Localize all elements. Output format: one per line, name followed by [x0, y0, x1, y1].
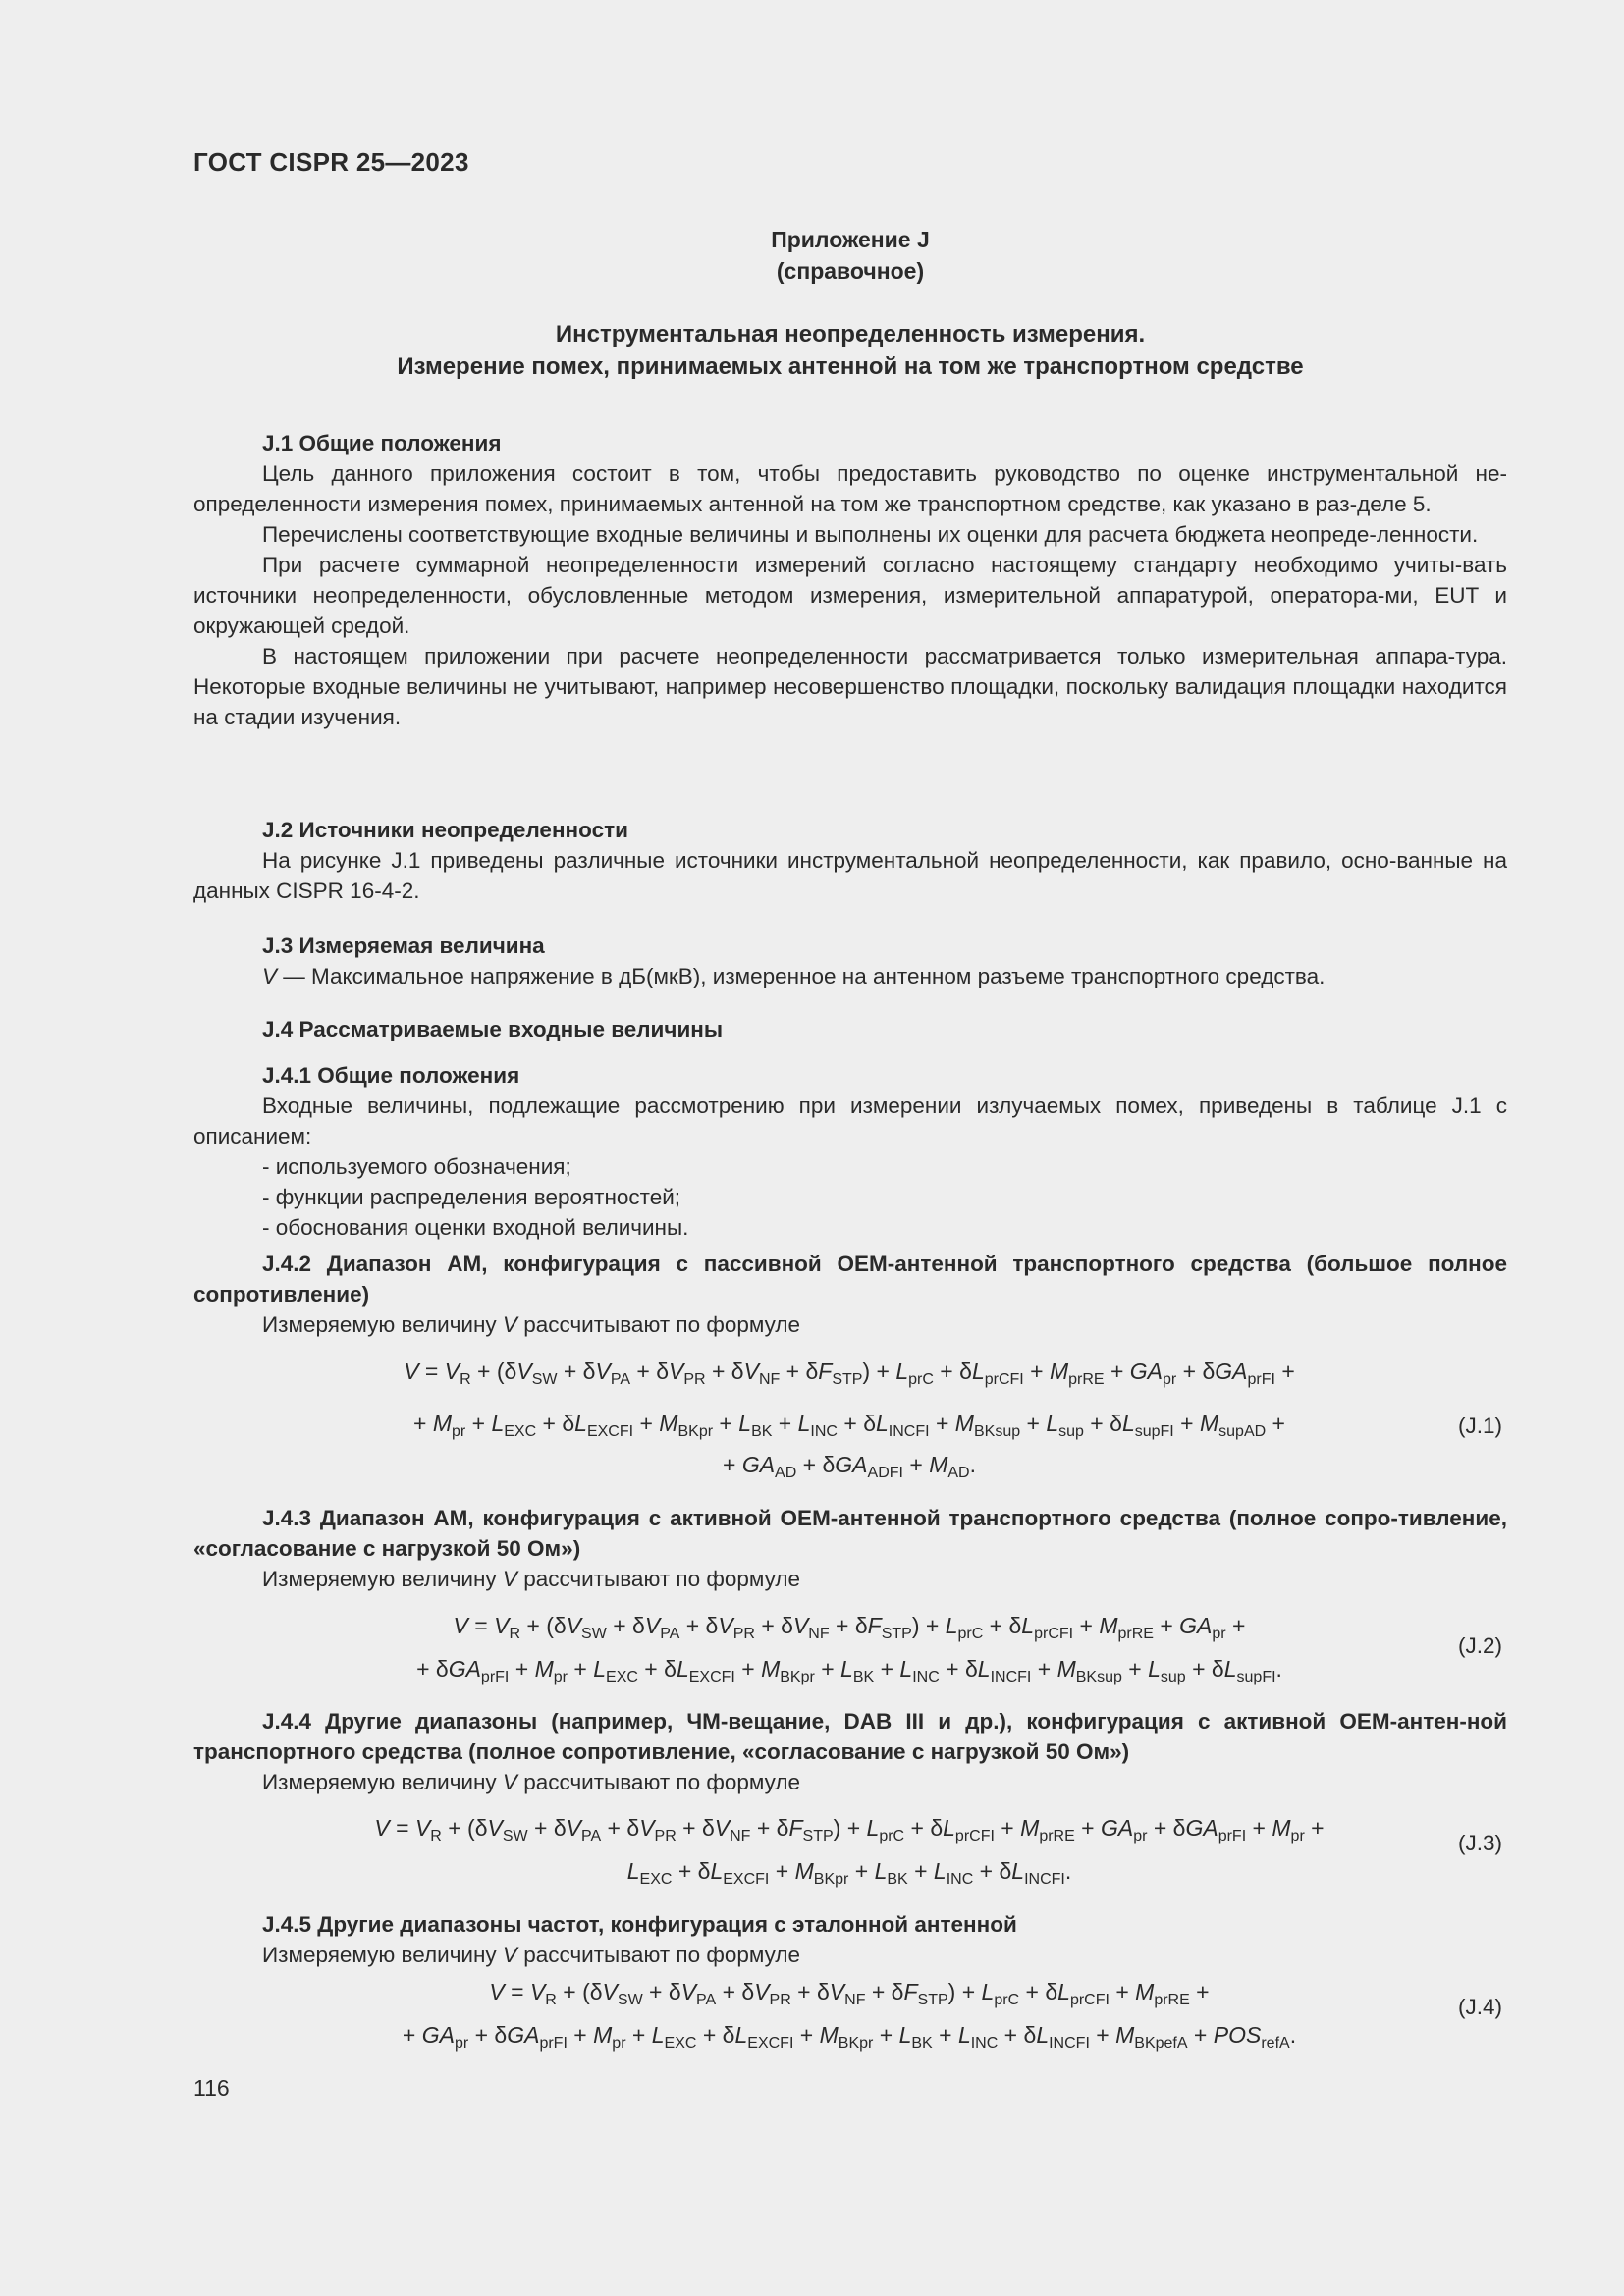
equation-j3-line2: $L_{EXC} + \delta L_{EXCFI} + M_{BKpr} + L_{BK} + L_{INC} + \delta L_{INCFI}$.: [626, 1858, 1072, 1888]
section-heading: J.4 Рассматриваемые входные величины: [262, 1017, 724, 1041]
section-heading: J.1 Общие положения: [262, 431, 502, 455]
list-item: - функции распределения вероятностей;: [262, 1185, 681, 1209]
paragraph: При расчете суммарной неопределенности измерений согласно настоящему стандарту необходимо учиты-вать источники неопределенности, обусловленные методом измерения, измерительной аппаратурой, оператора-ми, EUT и окружающей средой.: [193, 553, 1507, 638]
equation-number: (J.1): [1458, 1414, 1502, 1438]
title-line-1: Инструментальная неопределенность измерения.: [555, 321, 1146, 347]
section-j2: [193, 815, 1507, 906]
title-line-2: Измерение помех, принимаемых антенной на том же транспортном средстве: [397, 353, 1304, 380]
equation-j1-line3: + $GA_{AD} + \delta GA_{ADFI} + M_{AD}$.: [722, 1452, 976, 1481]
list-item: - используемого обозначения;: [262, 1154, 571, 1179]
section-j4-5: [193, 1909, 1507, 1970]
appendix-kind: (справочное): [776, 258, 925, 284]
formula-intro: Измеряемую величину V рассчитывают по формуле: [262, 1312, 800, 1337]
section-j1: [193, 428, 1507, 732]
section-heading: J.4.1 Общие положения: [262, 1063, 520, 1088]
paragraph: Цель данного приложения состоит в том, чтобы предоставить руководство по оценке инструментальной не-определенности измерения помех, принимаемых антенной на том же транспортном средстве, как указано в раз-деле 5.: [193, 461, 1507, 516]
section-j4-2: [193, 1249, 1507, 1340]
page-number: 116: [193, 2075, 230, 2101]
equation-j2-line1: $V = V_R + (\delta V_{SW} + \delta V_{PA} + \delta V_{PR} + \delta V_{NF} + \delta F_{STP}) + L_{prC} + \delta L_{prCFI} + M_{prRE} + GA_{pr}$ +: [453, 1613, 1246, 1642]
section-heading: J.2 Источники неопределенности: [262, 818, 628, 842]
equation-j2-line2: + $\delta GA_{prFI} + M_{pr} + L_{EXC} + \delta L_{EXCFI} + M_{BKpr} + L_{BK} + L_{INC} + \delta L_{INCFI} + M_{BKsup} + L_{sup} + \delta L_{supFI}$.: [416, 1656, 1282, 1685]
formula-intro: Измеряемую величину V рассчитывают по формуле: [262, 1943, 800, 1967]
equation-j3-line1: $V = V_R + (\delta V_{SW} + \delta V_{PA} + \delta V_{PR} + \delta V_{NF} + \delta F_{STP}) + L_{prC} + \delta L_{prCFI} + M_{prRE} + GA_{pr} + \delta GA_{prFI} + M_{pr}$ +: [374, 1815, 1325, 1844]
section-j4-3: [193, 1503, 1507, 1594]
paragraph: Перечислены соответствующие входные величины и выполнены их оценки для расчета бюджета неопреде-ленности.: [262, 522, 1479, 547]
section-heading: J.3 Измеряемая величина: [262, 934, 545, 958]
equation-j1-line1: $V = V_R + (\delta V_{SW} + \delta V_{PA} + \delta V_{PR} + \delta V_{NF} + \delta F_{STP}) + L_{prC} + \delta L_{prCFI} + M_{prRE} + GA_{pr} + \delta GA_{prFI}$ +: [404, 1359, 1295, 1388]
appendix-label: Приложение J: [771, 227, 930, 252]
paragraph: Входные величины, подлежащие рассмотрению при измерении излучаемых помех, приведены в таблице J.1 с описанием:: [193, 1094, 1507, 1148]
section-heading: J.4.4 Другие диапазоны (например, ЧМ-вещание, DAB III и др.), конфигурация с активной OEM-антен-ной транспортного средства (полное сопротивление, «согласование с нагрузкой 50 Ом»): [193, 1709, 1507, 1764]
paragraph: В настоящем приложении при расчете неопределенности рассматривается только измерительная аппара-тура. Некоторые входные величины не учитывают, например несовершенство площадки, поскольку валидация площадки находится на стадии изучения.: [193, 644, 1507, 729]
section-j3: [193, 931, 1507, 991]
paragraph: На рисунке J.1 приведены различные источники инструментальной неопределенности, как правило, осно-ванные на данных CISPR 16-4-2.: [193, 848, 1507, 903]
equation-number: (J.2): [1458, 1633, 1502, 1658]
section-j4-4: [193, 1706, 1507, 1797]
paragraph: V — Максимальное напряжение в дБ(мкВ), измеренное на антенном разъеме транспортного средства.: [262, 964, 1326, 988]
section-heading: J.4.2 Диапазон AM, конфигурация с пассивной OEM-антенной транспортного средства (большое полное сопротивление): [193, 1252, 1507, 1307]
equation-number: (J.3): [1458, 1831, 1502, 1855]
equation-j4-line2: + $GA_{pr} + \delta GA_{prFI} + M_{pr} + L_{EXC} + \delta L_{EXCFI} + M_{BKpr} + L_{BK} + L_{INC} + \delta L_{INCFI} + M_{BKpefA} + POS_{refA}$.: [402, 2022, 1297, 2052]
variable-v: V: [262, 964, 278, 988]
section-heading: J.4.5 Другие диапазоны частот, конфигурация с эталонной антенной: [262, 1912, 1017, 1937]
equation-number: (J.4): [1458, 1995, 1502, 2019]
document-header: ГОСТ CISPR 25—2023: [193, 147, 469, 177]
equation-j1-line2: + $M_{pr} + L_{EXC} + \delta L_{EXCFI} + M_{BKpr} + L_{BK} + L_{INC} + \delta L_{INCFI} + M_{BKsup} + L_{sup} + \delta L_{supFI} + M_{supAD}$ +: [412, 1411, 1285, 1440]
section-j4-1: [193, 1060, 1507, 1243]
equation-j4-line1: $V = V_R + (\delta V_{SW} + \delta V_{PA} + \delta V_{PR} + \delta V_{NF} + \delta F_{STP}) + L_{prC} + \delta L_{prCFI} + M_{prRE}$ +: [489, 1979, 1210, 2008]
section-heading: J.4.3 Диапазон AM, конфигурация с активной OEM-антенной транспортного средства (полное сопро-тивление, «согласование с нагрузкой 50 Ом»): [193, 1506, 1507, 1561]
list-item: - обоснования оценки входной величины.: [262, 1215, 689, 1240]
section-j4: [193, 1014, 1507, 1044]
formula-intro: Измеряемую величину V рассчитывают по формуле: [262, 1770, 800, 1794]
formula-intro: Измеряемую величину V рассчитывают по формуле: [262, 1567, 800, 1591]
